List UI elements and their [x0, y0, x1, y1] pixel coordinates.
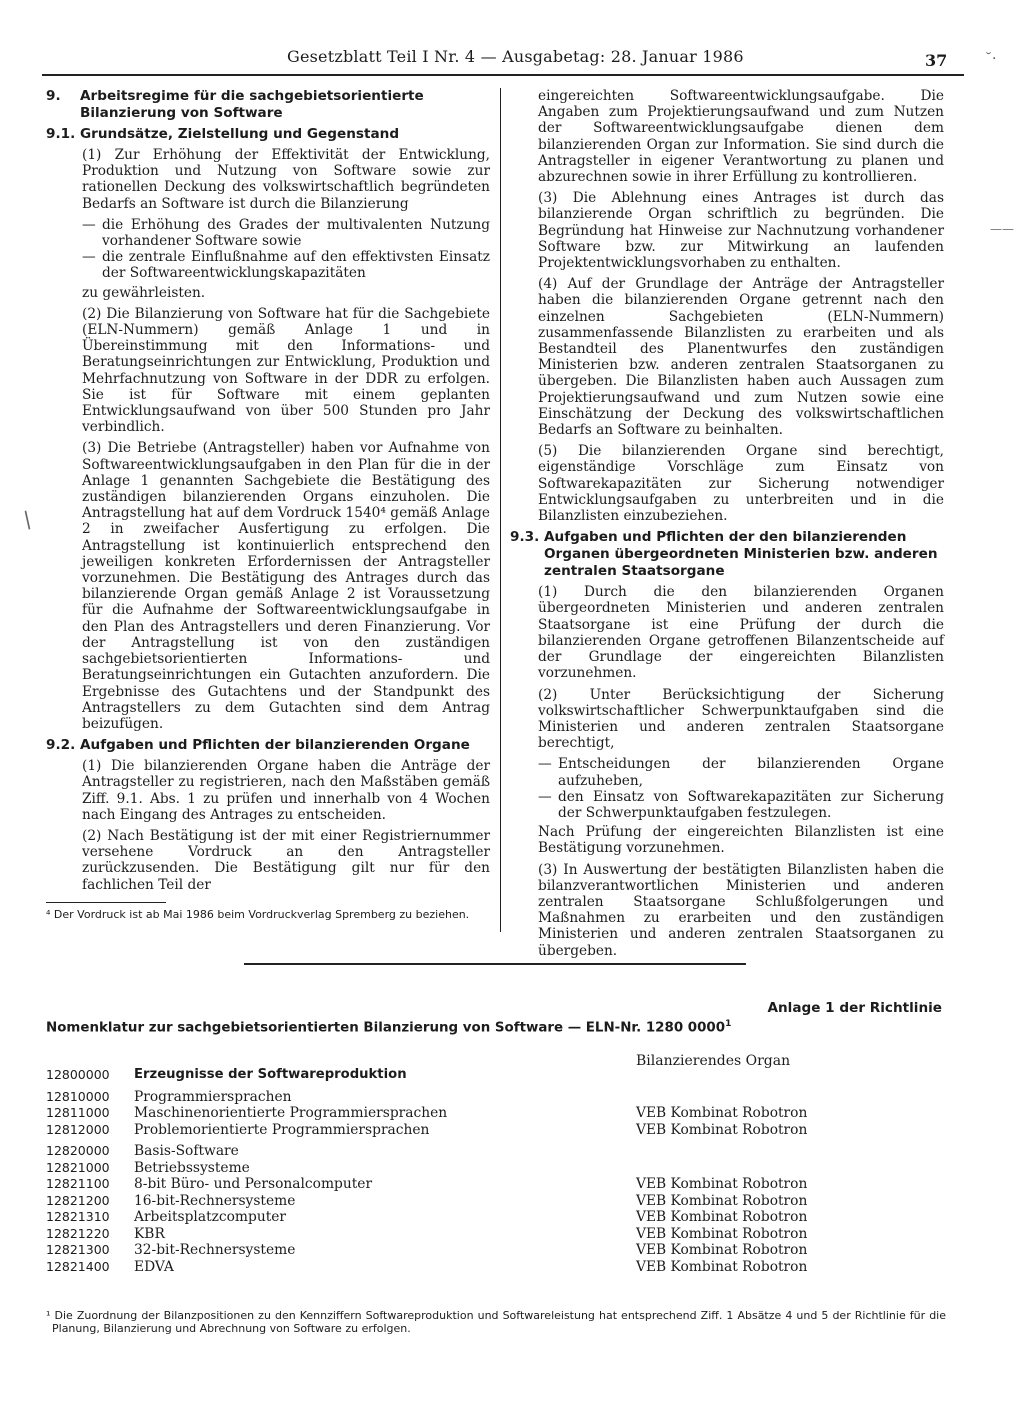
margin-mark: ˘·	[985, 51, 997, 67]
organ-cell	[636, 1067, 946, 1084]
paragraph: (5) Die bilanzierenden Organe sind berechtigt, eigenständige Vorschläge zum Einsatz von Softwarekapazitäten zur Sicherung notwendiger Entwicklungsaufgaben zu unterbreiten und in die Bilanzlisten einzubeziehen.	[538, 443, 944, 525]
section-title: Arbeitsregime für die sachgebietsorientierte Bilanzierung von Software	[80, 88, 424, 121]
description-cell: Betriebssysteme	[134, 1159, 250, 1176]
organ-cell: VEB Kombinat Robotron	[636, 1121, 808, 1138]
section-heading-9-1	[46, 126, 490, 143]
code-cell: 12821100	[46, 1176, 110, 1191]
organ-cell	[636, 1160, 946, 1177]
annex-title	[46, 1019, 746, 1035]
organ-cell: VEB Kombinat Robotron	[636, 1225, 808, 1242]
nomenclature-row	[46, 1209, 946, 1226]
organ-cell: VEB Kombinat Robotron	[636, 1192, 808, 1209]
code-cell: 12800000	[46, 1067, 110, 1082]
nomenclature-row	[46, 1143, 946, 1160]
paragraph: (1) Zur Erhöhung der Effektivität der Entwicklung, Produktion und Nutzung von Software sowie zur rationellen Deckung des volkswirtschaftlich begründeten Bedarfs an Software ist durch die Bilanzierung	[82, 147, 490, 212]
right-column	[510, 88, 944, 964]
nomenclature-table	[46, 1067, 946, 1275]
paragraph: (1) Durch die den bilanzierenden Organen übergeordneten Ministerien und anderen zentralen Staatsorgane ist eine Prüfung der durch die bilanzierenden Organe getroffenen Bilanzentscheide auf der Grundlage der eingereichten Bilanzlisten vorzunehmen.	[538, 584, 944, 682]
description-cell: Maschinenorientierte Programmiersprachen	[134, 1105, 448, 1121]
description-cell: EDVA	[134, 1258, 174, 1275]
nomenclature-row	[46, 1089, 946, 1106]
column-header-organ: Bilanzierendes Organ	[636, 1053, 791, 1069]
annex-footnote-text: ¹ Die Zuordnung der Bilanzpositionen zu den Kennziffern Softwareproduktion und Softwareleistung hat entsprechend Ziff. 1 Absätze 4 und 5 der Richtlinie für die Planung, Bilanzierung und Abrechnung von Software zu erfolgen.	[46, 1309, 946, 1335]
organ-cell	[636, 1143, 946, 1160]
annex-title-text: Nomenklatur zur sachgebietsorientierten Bilanzierung von Software — ELN-Nr. 1280 0000	[46, 1020, 726, 1036]
organ-cell: VEB Kombinat Robotron	[636, 1258, 808, 1275]
description-cell: Programmiersprachen	[134, 1088, 292, 1105]
section-number: 9.	[46, 88, 61, 104]
dash-list	[82, 217, 490, 282]
list-item: — die Erhöhung des Grades der multivalenten Nutzung vorhandener Software sowie	[82, 217, 490, 249]
code-cell: 12820000	[46, 1143, 110, 1158]
section-number: 9.2.	[46, 737, 76, 754]
description-cell: Problemorientierte Programmiersprachen	[134, 1121, 430, 1138]
footnote-rule	[46, 902, 166, 903]
section-title: Grundsätze, Zielstellung und Gegenstand	[80, 126, 400, 142]
column-divider	[500, 88, 501, 932]
section-heading-9-2	[46, 737, 490, 754]
section-number: 9.1.	[46, 126, 76, 142]
organ-cell: VEB Kombinat Robotron	[636, 1105, 808, 1121]
nomenclature-row	[46, 1259, 946, 1276]
nomenclature-row	[46, 1160, 946, 1177]
annex-label: Anlage 1 der Richtlinie	[767, 1000, 942, 1016]
list-item: — den Einsatz von Softwarekapazitäten zur Sicherung der Schwerpunktaufgaben festzulegen.	[538, 789, 944, 821]
description-cell: KBR	[134, 1225, 165, 1242]
description-cell: Arbeitsplatzcomputer	[134, 1209, 287, 1225]
nomenclature-row	[46, 1105, 946, 1122]
paragraph: (3) Die Betriebe (Antragsteller) haben vor Aufnahme von Softwareentwicklungsaufgaben in den Plan für die in der Anlage 1 genannten Sachgebiete die Bestätigung des zuständigen bilanzierenden Organs einzuholen. Die Antragstellung hat auf dem Vordruck 1540⁴ gemäß Anlage 2 in zweifacher Ausfertigung zu erfolgen. Die Antragstellung ist kontinuierlich entsprechend den jeweiligen konkreten Erfordernissen der Antragsteller vorzunehmen. Die Bestätigung des Antrages durch das bilanzierende Organ gemäß Anlage 2 ist Voraussetzung für die Aufnahme der Softwareentwicklungsaufgabe in den Plan des Antragstellers und deren Finanzierung. Vor der Antragstellung ist von den zuständigen sachgebietsorientierten Informations- und Beratungseinrichtungen ein Gutachten anzufordern. Die Ergebnisse des Gutachtens und der Standpunkt des Antragstellers zu dem Gutachten sind dem Antrag beizufügen.	[82, 440, 490, 732]
code-cell: 12812000	[46, 1121, 110, 1137]
code-cell: 12821200	[46, 1192, 110, 1208]
paragraph-tail: zu gewährleisten.	[82, 284, 206, 301]
nomenclature-row	[46, 1176, 946, 1193]
nomenclature-row	[46, 1242, 946, 1259]
organ-cell	[636, 1089, 946, 1106]
paragraph: eingereichten Softwareentwicklungsaufgabe. Die Angaben zum Projektierungsaufwand und zum Nutzen der Softwareentwicklungsaufgabe dienen dem bilanzierenden Organ zur Information. Sie sind durch die Antragsteller in eigener Verantwortung zu planen und abzurechnen sowie in ihrer Erfüllung zu kontrollieren.	[538, 88, 944, 186]
description-cell: Erzeugnisse der Softwareproduktion	[134, 1067, 407, 1082]
paragraph: (2) Die Bilanzierung von Software hat für die Sachgebiete (ELN-Nummern) gemäß Anlage 1 und in Übereinstimmung mit den Informations- und Beratungseinrichtungen zur Entwicklung, Produktion und Mehrfachnutzung von Software in der DDR zu erfolgen. Sie ist für Software mit einem geplanten Entwicklungsaufwand von über 500 Stunden pro Jahr verbindlich.	[82, 305, 490, 436]
paragraph: (3) In Auswertung der bestätigten Bilanzlisten haben die bilanzverantwortlichen Ministerien und anderen zentralen Staatsorgane Schlußfolgerungen und Maßnahmen zu erarbeiten und den zuständigen Ministerien und anderen zentralen Staatsorganen zu übergeben.	[538, 861, 944, 959]
section-title: Aufgaben und Pflichten der bilanzierenden Organe	[80, 737, 470, 754]
code-cell: 12811000	[46, 1105, 110, 1120]
paragraph: (3) Die Ablehnung eines Antrages ist durch das bilanzierende Organ schriftlich zu begründen. Die Begründung hat Hinweise zur Nachnutzung vorhandener Software bzw. zur Mitwirkung an laufenden Projektentwicklungsvorhaben zu enthalten.	[538, 190, 944, 272]
annex-footnote	[46, 1309, 946, 1335]
organ-cell: VEB Kombinat Robotron	[636, 1176, 808, 1192]
paragraph: (4) Auf der Grundlage der Anträge der Antragsteller haben die bilanzierenden Organe getrennt nach den einzelnen Sachgebieten (ELN-Nummern) zusammenfassende Bilanzlisten zu erarbeiten und als Bestandteil des Planentwurfes den zuständigen Ministerien bzw. anderen zentralen Staatsorganen zu übergeben. Die Bilanzlisten haben auch Aussagen zum Projektierungsaufwand und zum Nutzen sowie eine Einschätzung der Deckung des volkswirtschaftlichen Bedarfs an Software zu beinhalten.	[538, 276, 944, 439]
list-item: — die zentrale Einflußnahme auf den effektivsten Einsatz der Softwareentwicklungskapazitäten	[82, 249, 490, 281]
description-cell: Basis-Software	[134, 1143, 239, 1159]
footnote: ⁴ Der Vordruck ist ab Mai 1986 beim Vordruckverlag Spremberg zu beziehen.	[46, 908, 470, 921]
margin-scribble: /	[18, 507, 38, 534]
code-cell: 12821310	[46, 1209, 110, 1224]
page-number: 37	[925, 51, 948, 70]
page-header	[0, 47, 1024, 73]
paragraph: (1) Die bilanzierenden Organe haben die Anträge der Antragsteller zu registrieren, nach den Maßstäben gemäß Ziff. 9.1. Abs. 1 zu prüfen und innerhalb von 4 Wochen nach Eingang des Antrages zu entscheiden.	[82, 758, 490, 823]
description-cell: 32-bit-Rechnersysteme	[134, 1242, 296, 1258]
organ-cell: VEB Kombinat Robotron	[636, 1242, 808, 1258]
code-cell: 12821300	[46, 1242, 110, 1257]
margin-mark: ——	[990, 222, 1014, 236]
paragraph: (2) Unter Berücksichtigung der Sicherung volkswirtschaftlicher Schwerpunktaufgaben sind die Ministerien und anderen zentralen Staatsorgane berechtigt,	[538, 686, 944, 752]
code-cell: 12821220	[46, 1225, 110, 1241]
header-title: Gesetzblatt Teil I Nr. 4 — Ausgabetag: 28. Januar 1986	[287, 47, 744, 66]
footnote-marker: 1	[725, 1019, 732, 1029]
paragraph-tail: Nach Prüfung der eingereichten Bilanzlisten ist eine Bestätigung vorzunehmen.	[538, 824, 944, 857]
nomenclature-row	[46, 1122, 946, 1139]
section-title: Aufgaben und Pflichten der den bilanzierenden Organen übergeordneten Ministerien bzw. anderen zentralen Staatsorgane	[544, 529, 938, 580]
section-number: 9.3.	[510, 529, 540, 546]
header-rule	[42, 74, 964, 76]
list-item: — Entscheidungen der bilanzierenden Organe aufzuheben,	[538, 756, 944, 788]
section-rule	[244, 963, 746, 965]
description-cell: 16-bit-Rechnersysteme	[134, 1192, 296, 1209]
nomenclature-row	[46, 1067, 946, 1084]
left-column	[46, 88, 490, 898]
code-cell: 12821400	[46, 1258, 110, 1274]
section-heading-9-3	[510, 529, 944, 580]
code-cell: 12810000	[46, 1088, 110, 1104]
dash-list	[538, 756, 944, 821]
nomenclature-row	[46, 1226, 946, 1243]
organ-cell: VEB Kombinat Robotron	[636, 1209, 808, 1225]
nomenclature-row	[46, 1193, 946, 1210]
description-cell: 8-bit Büro- und Personalcomputer	[134, 1176, 373, 1192]
paragraph: (2) Nach Bestätigung ist der mit einer Registriernummer versehene Vordruck an den Antragsteller zurückzusenden. Die Bestätigung gilt nur für den fachlichen Teil der	[82, 827, 490, 893]
code-cell: 12821000	[46, 1159, 110, 1175]
section-heading-9	[46, 88, 490, 122]
